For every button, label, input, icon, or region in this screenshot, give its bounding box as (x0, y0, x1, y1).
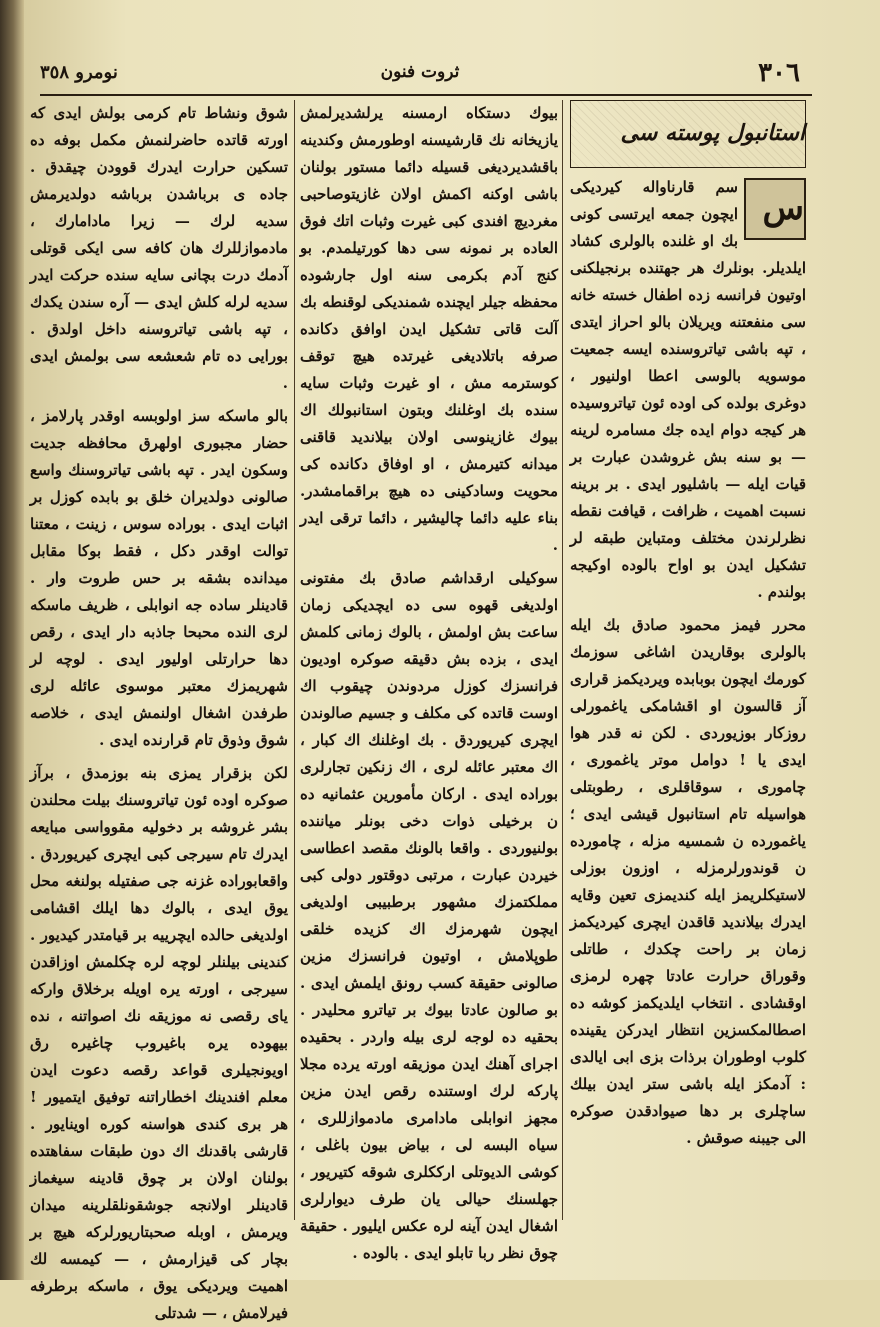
paragraph: شوق ونشاط تام کرمی بولش ایدی که اورته قاتده حاضرلنمش مکمل بوفه ده تسکین حرارت ایدرك قوودن چیقدق . جاده ی برباشدن برباشه دولدیرمش سدیه لرك — زیرا مادامارك ، مادموازللرك هان کافه سی ایکی قوتلی آدمك درت بچانی سایه سنده حرکت ایدر سدیه لرله کلش ایدی — آره سندن یکدك ، تپه باشی تیاتروسنه داخل اولدق . بورایی ده تام شعشعه سی بولمش ایدی . (30, 104, 288, 392)
paragraph: لکن بزقرار یمزی بنه بوزمدق ، برآز صوکره اوده ئون تیاتروسنك بیلت محلندن بشر غروشه بر دخولیه مقوواسی مبایعه ایدرك تام سیرجی کبی ایچری کیریوردق . واقعابوراده غزنه جی صفتیله بولنغه محل یوق ایدی ، بالوك دها ایلك اقشامی اولدیغی حالده ایچرییه بر قیامتدر کیدیور . کندینی بیلنلر لوچه لره چکلمش اوزاقدن سیرجی ، اورته یره اویله برخلاق وارکه یای رقصی نه موزیقه نك اصواتنه ، نده بیهوده یره باغیروب چاغیره رق اویونجیلری قواعد رقصه دعوت ایدن معلم افندینك اخطاراتنه توفیق ایتمیور ! هر بری کندی هواسنه کوره اوینایور . قارشی باقدنك اك دون طبقات سفاهتده بولنان اولان بر چوق قادینه سیغماز قادینلر اولانجه جوشقونلقلرینه میدان ویرمش ، اوبله صحبتاریورلرکه هیچ بر بچار کی قیزارمش ، — کیمسه لك اهمیت ویردیکی یوق ، ماسکه برطرفه فیرلامش ، — شدتلی (30, 764, 288, 1322)
paragraph: بیوك دستکاه ارمسنه یرلشدیرلمش یازیخانه نك قارشیسنه اوطورمش وکندینه باقشدیردیغی قسیله دائما مستور بولنان باشی اوکنه اکمش اولان غازیتوصاحبی مغردیچ افندی کبی غیرت وثبات اتك فوق العاده بر نمونه سی دها کورتیلمدم. بو کنج آدم بکرمی سنه اول جارشوده محفظه جیلر ایچنده شمندیکی لوقنطه بك آلت قاتی تشکیل ایدن اوافق دکانده صرفه باتلادیغی غیرتده هیچ توقف کوسترمه مش ، او غیرت وثبات سایه سنده بك اوغلنك وبتون استانبولك اك بیوك غازینوسی اولان بیلاندید قاقنی میدانه کتیرمش ، او اوفاق دکانده کی محویت وسادکینی ده هیچ براقمامشدر. بناء علیه دائما چالیشیر ، دائما ترقی ایدر . (300, 104, 558, 554)
paragraph: محرر فیمز محمود صادق بك ایله بالولری بوقاریدن اشاغی سوزمك کورمك ایچون بوبابده ویردیکمز قراری آز قالسون او اقشامکی یاغمورلی روزکار بوزیوردی . لکن نه قدر هوا ایدی یا ! دوامل موتر یاغموری ، چاموری ، سوقاقلری ، رطوبتلی هواسیله تام استانبول قیشی ایدی ؛ یاغمورده ن شمسیه مزله ، چامورده ن قوندورلرمزله ، اوزون بوزلی لاستیکلریمز ایله کندیمزی تعین وقایه ایدرك بیلاندید قاقدن ایچری کیردیکمز زمان بر راحت چکدك ، طاتلی وقوراق حرارت عادتا چهره لرمزی اوقشادی . انتخاب ایلدیکمز کوشه ده اصطالمكسزین انتظار ایدرکن یقینده کلوب اوطوران برذات بزی ابی ایالدی : آدمکز ایله باشی ستر ایدن بیلك ساچلری بر دها صیوادقدن صوکره الی جیبنه صوقش . (570, 616, 806, 1147)
journal-title: ثروت فنون (380, 62, 460, 82)
column-right (570, 100, 806, 1230)
paragraph (570, 174, 806, 606)
paragraph: بالو ماسکه سز اولوبسه اوقدر پارلامز ، حضار مجبوری اولهرق محافظه جدیت وسکون ایدر . تپه باشی تیاتروسنك واسع صالونی دولدیران خلق بو بابده کوزل بر اثبات ایدی . بوراده سوس ، زینت ، معتنا توالت اوقدر دکل ، فقط بوکا مقابل میدانده بشقه بر حس طروت وار . قادینلر ساده جه انوابلی ، ظریف ماسکه لری النده محبحا جاذبه دار ایدی ، رقص دها حرارتلی اولیور ایدی . لوچه لر شهریمزك معتبر موسوی عائله لری طرفدن اشغال اولنمش ایدی ، خلاصه شوق وذوق تام قرارنده ایدی . (30, 407, 288, 749)
issue-number: نومرو ٣٥٨ (40, 62, 118, 83)
page-number: ٣٠٦ (758, 58, 800, 88)
column-middle (300, 100, 558, 1262)
paragraph: سوکیلی ارقداشم صادق بك مفتونی اولدیغی قهوه سی ده ایچدیکی زمان ساعت بش اولمش ، بالوك زمانی کلمش ایدی ، بزده بش دقیقه صوکره اودیون فرانسزك کوزل مردوندن چیقوب اك اوست قاتده کی مکلف و جسیم صالوندن ایچری کیریوردق . بك اوغلنك اك کبار ، اك معتبر عائله لری ، اك زنکین تجارلری بوراده ایدی . ارکان مأمورین عثمانیه ده ن برخیلی ذوات دخی بونلر میاننده بولنیوردی . واقعا بالونك مقصد اعطاسی خیردن عبارت ، مرتبی دوقتور دولی کبی مملکتمزك مشهور برطبیبی اولدیغی ایچون شهرمزك اك کزیده خلقی طوپلامش ، اوتیون فرانسزك مزین صالونی حقیقة کسب رونق ایلمش ایدی . بو صالون عادتا بیوك بر تیاترو محلیدر . بحقیه ده لوجه لری بیله واردر . بحقیده اجرای آهنك ایدن موزیقه اورته یرده مجلا پارکه لرك اوستنده رقص ایدن مزین مجهز انوابلی مادامری مادموازللری ، سیاه البسه لی ، بیاض بیون باغلی ، کوشی الدیوتلی ارککلری شوقه کتیریور ، جهلسنك حیالی یان طرف دیوارلری اشغال ایدن آینه لره عکس ایلیور . حقیقة چوق نظر ربا تابلو ایدی . بالوده . (300, 569, 558, 1262)
ornamental-initial: س (744, 178, 806, 240)
section-title: استانبول پوسته سی (570, 100, 806, 168)
page-binding (0, 0, 24, 1280)
page-header (40, 58, 800, 94)
header-rule (40, 94, 812, 96)
column-divider (294, 100, 295, 1220)
column-left (30, 100, 288, 1322)
column-divider (562, 100, 563, 1220)
paragraph-text: سم قارناواله کیردیکی ایچون جمعه ایرتسی کونی بك او غلنده بالولری کشاد ایلدیلر. بونلرك هر جهتنده برنجیلکنی اوتیون فرانسه زده اطفال خسته خانه سی منفعتنه ویریلان بالو احراز ایتدی ، تپه باشی تیاتروسنده ایسه جمعیت موسویه بالوسی اعطا اولنیور ، دوغری بولده کی اوده ئون تیاتروسیده هر کیجه دوام ایده جك مسامره لرینه — بو سنه بش غروشدن عبارت بر قیات ایله — باشلیور ایدی . بر برینه نسبت اهمیت ، ظرافت ، قیافت نقطه نظرلرندن مختلف ومتباین طبقه لر تشکیل ایدن بو اواح بالوده اوکیجه بولندم . (570, 178, 806, 601)
